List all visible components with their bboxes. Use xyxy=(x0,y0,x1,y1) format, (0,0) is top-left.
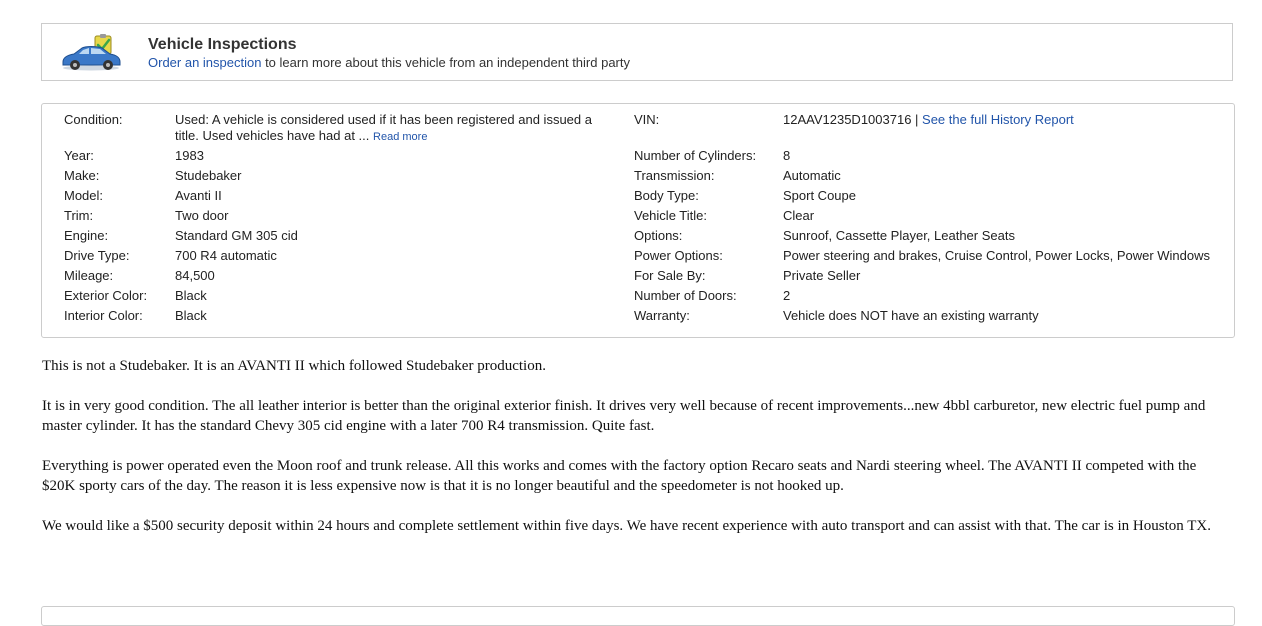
interior-color-value: Black xyxy=(175,308,207,323)
doors-value: 2 xyxy=(783,288,791,303)
inspection-description-text: to learn more about this vehicle from an independent third party xyxy=(261,55,630,70)
body-type-value: Sport Coupe xyxy=(783,188,856,203)
transmission-value: Automatic xyxy=(783,168,841,183)
transmission-label: Transmission: xyxy=(634,168,715,183)
history-report-link[interactable]: See the full History Report xyxy=(922,112,1074,127)
inspection-title: Vehicle Inspections xyxy=(148,36,297,53)
description-paragraph: We would like a $500 security deposit within 24 hours and complete settlement within five days. We have recent experience with auto transport and can assist with that. The car is in Houston TX. xyxy=(42,518,1211,534)
for-sale-by-label: For Sale By: xyxy=(634,268,706,283)
inspection-description xyxy=(148,55,630,70)
condition-value xyxy=(175,112,605,145)
mileage-label: Mileage: xyxy=(64,268,114,283)
read-more-link[interactable]: Read more xyxy=(373,131,428,143)
vehicle-title-value: Clear xyxy=(783,208,815,223)
exterior-color-label: Exterior Color: xyxy=(64,288,148,303)
interior-color-label: Interior Color: xyxy=(64,308,143,323)
cylinders-value: 8 xyxy=(783,148,791,163)
vin-number: 12AAV1235D1003716 | xyxy=(783,112,923,127)
vin-value xyxy=(783,112,1074,128)
power-options-value: Power steering and brakes, Cruise Control, Power Locks, Power Windows xyxy=(783,248,1211,263)
engine-value: Standard GM 305 cid xyxy=(175,228,298,243)
description-paragraph: This is not a Studebaker. It is an AVANTI II which followed Studebaker production. xyxy=(42,358,546,374)
next-section-box xyxy=(41,606,1235,626)
description-paragraph: Everything is power operated even the Moon roof and trunk release. All this works and comes with the factory option Recaro seats and Nardi steering wheel. The AVANTI II competed with the $20K sporty cars of the day. The reason it is less expensive now is that it is no longer beautiful and the speedometer is not hooked up. xyxy=(42,458,1197,494)
year-value: 1983 xyxy=(175,148,204,163)
order-inspection-link[interactable]: Order an inspection xyxy=(148,55,262,70)
body-type-label: Body Type: xyxy=(634,188,699,203)
seller-description xyxy=(42,356,1227,556)
options-label: Options: xyxy=(634,228,683,243)
engine-label: Engine: xyxy=(64,228,109,243)
doors-label: Number of Doors: xyxy=(634,288,737,303)
cylinders-label: Number of Cylinders: xyxy=(634,148,757,163)
model-value: Avanti II xyxy=(175,188,222,203)
description-paragraph: It is in very good condition. The all leather interior is better than the original exterior finish. It drives very well because of recent improvements...new 4bbl carburetor, new electric fuel pump and master cylinder. It has the standard Chevy 305 cid engine with a later 700 R4 transmission. Quite fast. xyxy=(42,398,1206,434)
model-label: Model: xyxy=(64,188,104,203)
make-label: Make: xyxy=(64,168,100,183)
for-sale-by-value: Private Seller xyxy=(783,268,861,283)
warranty-label: Warranty: xyxy=(634,308,690,323)
drive-type-value: 700 R4 automatic xyxy=(175,248,277,263)
condition-label: Condition: xyxy=(64,112,123,127)
power-options-label: Power Options: xyxy=(634,248,723,263)
options-value: Sunroof, Cassette Player, Leather Seats xyxy=(783,228,1015,243)
vin-label: VIN: xyxy=(634,112,660,127)
condition-text: Used: A vehicle is considered used if it has been registered and issued a title. Used vehicles have had at ... xyxy=(175,112,592,143)
warranty-value: Vehicle does NOT have an existing warranty xyxy=(783,308,1039,323)
mileage-value: 84,500 xyxy=(175,268,215,283)
vehicle-title-label: Vehicle Title: xyxy=(634,208,707,223)
drive-type-label: Drive Type: xyxy=(64,248,130,263)
vehicle-inspections-banner xyxy=(41,23,1233,81)
trim-label: Trim: xyxy=(64,208,94,223)
trim-value: Two door xyxy=(175,208,229,223)
year-label: Year: xyxy=(64,148,94,163)
car-icon xyxy=(60,34,122,72)
vehicle-specs-table xyxy=(41,103,1235,338)
make-value: Studebaker xyxy=(175,168,242,183)
exterior-color-value: Black xyxy=(175,288,207,303)
